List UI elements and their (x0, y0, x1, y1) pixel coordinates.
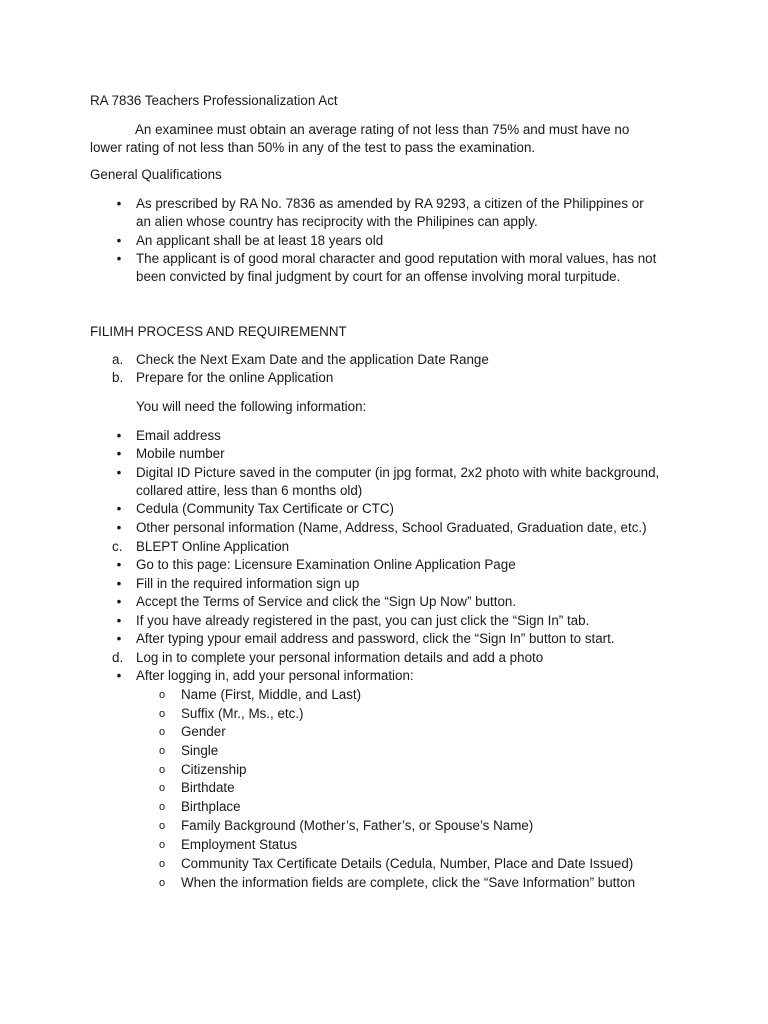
document-title: RA 7836 Teachers Professionalization Act (90, 93, 338, 108)
process-heading: FILIMH PROCESS AND REQUIREMENNT (90, 324, 347, 339)
bullet-marker: • (116, 576, 122, 591)
sub-list-item: Citizenship (181, 762, 247, 777)
sub-bullet-marker: o (158, 745, 166, 757)
bullet-marker: • (116, 196, 122, 211)
qualification-item: As prescribed by RA No. 7836 as amended by RA 9293, a citizen of the Philippines or (136, 196, 644, 211)
bullet-marker: • (116, 668, 122, 683)
rating-paragraph-line-2: lower rating of not less than 50% in any of the test to pass the examination. (90, 140, 536, 155)
sub-bullet-marker: o (158, 708, 166, 720)
bullet-marker: • (116, 251, 122, 266)
bullet-marker: • (116, 594, 122, 609)
list-item: If you have already registered in the past, you can just click the “Sign In” tab. (136, 613, 590, 628)
bullet-marker: • (116, 501, 122, 516)
sub-bullet-marker: o (158, 726, 166, 738)
sub-list-item: Suffix (Mr., Ms., etc.) (181, 706, 304, 721)
list-item: After typing ypour email address and password, click the “Sign In” button to start. (136, 631, 615, 646)
step-text: Log in to complete your personal information details and add a photo (136, 650, 544, 665)
sub-list-item: Birthdate (181, 780, 235, 795)
qualification-item-cont: an alien whose country has reciprocity with the Philipines can apply. (136, 214, 538, 229)
sub-list-item: Single (181, 743, 219, 758)
info-intro: You will need the following information: (136, 399, 367, 414)
step-marker: a. (112, 352, 124, 367)
bullet-marker: • (116, 613, 122, 628)
list-item: After logging in, add your personal information: (136, 668, 414, 683)
step-text: Check the Next Exam Date and the application Date Range (136, 352, 489, 367)
sub-bullet-marker: o (158, 801, 166, 813)
qualification-item-cont: been convicted by final judgment by court for an offense involving moral turpitude. (136, 269, 621, 284)
step-marker: d. (112, 650, 124, 665)
list-item: Email address (136, 428, 221, 443)
step-text: Prepare for the online Application (136, 370, 334, 385)
list-item: Go to this page: Licensure Examination Online Application Page (136, 557, 516, 572)
sub-bullet-marker: o (158, 820, 166, 832)
list-item-cont: collared attire, less than 6 months old) (136, 483, 363, 498)
bullet-marker: • (116, 428, 122, 443)
list-item: Cedula (Community Tax Certificate or CTC) (136, 501, 394, 516)
list-item: Fill in the required information sign up (136, 576, 360, 591)
sub-list-item: Birthplace (181, 799, 241, 814)
sub-list-item: Community Tax Certificate Details (Cedula, Number, Place and Date Issued) (181, 856, 634, 871)
bullet-marker: • (116, 557, 122, 572)
sub-list-item: Gender (181, 724, 226, 739)
step-marker: b. (112, 370, 124, 385)
step-text: BLEPT Online Application (136, 539, 290, 554)
sub-bullet-marker: o (158, 877, 166, 889)
step-marker: c. (112, 539, 123, 554)
sub-bullet-marker: o (158, 764, 166, 776)
sub-list-item: Employment Status (181, 837, 298, 852)
sub-list-item: Name (First, Middle, and Last) (181, 687, 362, 702)
bullet-marker: • (116, 631, 122, 646)
sub-bullet-marker: o (158, 782, 166, 794)
sub-bullet-marker: o (158, 858, 166, 870)
sub-list-item: When the information fields are complete, click the “Save Information” button (181, 875, 636, 890)
bullet-marker: • (116, 465, 122, 480)
sub-bullet-marker: o (158, 689, 166, 701)
list-item: Accept the Terms of Service and click the “Sign Up Now” button. (136, 594, 517, 609)
list-item: Digital ID Picture saved in the computer (in jpg format, 2x2 photo with white background, (136, 465, 660, 480)
general-qualifications-heading: General Qualifications (90, 167, 222, 182)
list-item: Other personal information (Name, Address, School Graduated, Graduation date, etc.) (136, 520, 647, 535)
bullet-marker: • (116, 446, 122, 461)
sub-bullet-marker: o (158, 839, 166, 851)
bullet-marker: • (116, 520, 122, 535)
list-item: Mobile number (136, 446, 225, 461)
qualification-item: The applicant is of good moral character and good reputation with moral values, has not (136, 251, 657, 266)
rating-paragraph-line-1: An examinee must obtain an average rating of not less than 75% and must have no (135, 122, 630, 137)
qualification-item: An applicant shall be at least 18 years old (136, 233, 384, 248)
sub-list-item: Family Background (Mother’s, Father’s, or Spouse’s Name) (181, 818, 534, 833)
bullet-marker: • (116, 233, 122, 248)
